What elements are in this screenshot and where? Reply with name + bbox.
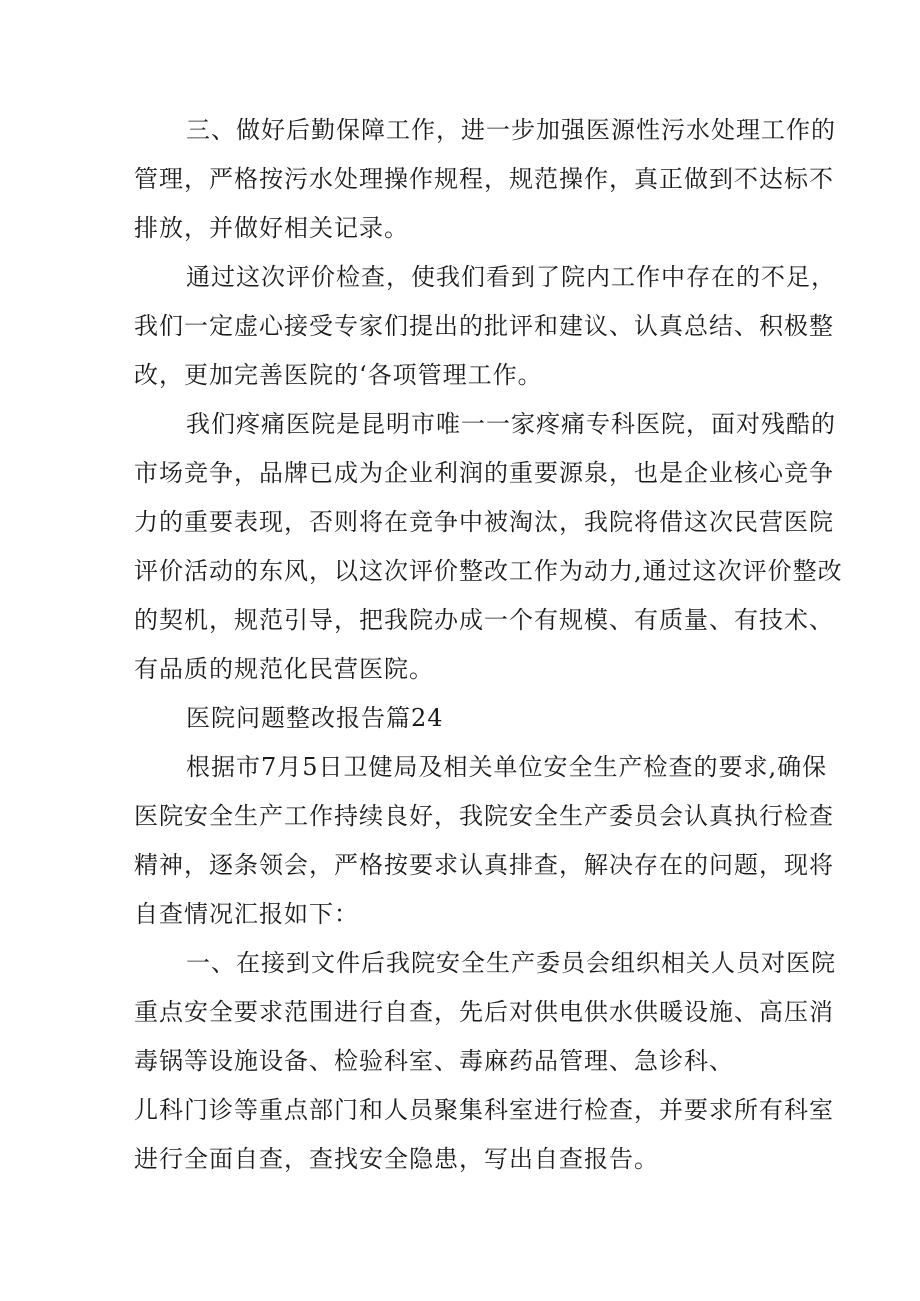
paragraph-3-line-6: 有品质的规范化民营医院。 bbox=[134, 655, 434, 683]
section-heading: 医院问题整改报告篇24 bbox=[186, 704, 444, 732]
paragraph-2-line-3: 改，更加完善医院的‘各项管理工作。 bbox=[134, 361, 543, 389]
paragraph-6-line-3: 毒锅等设施设备、检验科室、毒麻药品管理、急诊科、 bbox=[134, 1047, 734, 1075]
paragraph-3-line-5: 的契机，规范引导，把我院办成一个有规模、有质量、有技术、 bbox=[134, 606, 834, 634]
paragraph-5-line-3: 精神，逐条领会，严格按要求认真排查，解决存在的问题，现将 bbox=[134, 851, 834, 879]
paragraph-1-line-1: 三、做好后勤保障工作，进一步加强医源性污水处理工作的 bbox=[186, 116, 836, 144]
paragraph-5-line-2: 医院安全生产工作持续良好，我院安全生产委员会认真执行检查 bbox=[134, 802, 834, 830]
paragraph-2-line-1: 通过这次评价检查，使我们看到了院内工作中存在的不足， bbox=[186, 263, 836, 291]
paragraph-1-line-2: 管理，严格按污水处理操作规程，规范操作，真正做到不达标不 bbox=[134, 165, 834, 193]
paragraph-2-line-2: 我们一定虚心接受专家们提出的批评和建议、认真总结、积极整 bbox=[134, 312, 834, 340]
paragraph-6-line-4: 儿科门诊等重点部门和人员聚集科室进行检查，并要求所有科室 bbox=[134, 1096, 834, 1124]
paragraph-5-line-1: 根据市7月5日卫健局及相关单位安全生产检查的要求,确保 bbox=[186, 753, 828, 781]
paragraph-3-line-1: 我们疼痛医院是昆明市唯一一家疼痛专科医院，面对残酷的 bbox=[186, 410, 836, 438]
paragraph-5-line-4: 自查情况汇报如下： bbox=[134, 900, 359, 928]
paragraph-1-line-3: 排放，并做好相关记录。 bbox=[134, 214, 409, 242]
paragraph-3-line-3: 力的重要表现，否则将在竞争中被淘汰，我院将借这次民营医院 bbox=[134, 508, 834, 536]
paragraph-6-line-5: 进行全面自查，查找安全隐患，写出自查报告。 bbox=[134, 1145, 659, 1173]
paragraph-6-line-2: 重点安全要求范围进行自查，先后对供电供水供暖设施、高压消 bbox=[134, 998, 834, 1026]
paragraph-3-line-2: 市场竞争，品牌已成为企业利润的重要源泉，也是企业核心竞争 bbox=[134, 459, 834, 487]
paragraph-6-line-1: 一、在接到文件后我院安全生产委员会组织相关人员对医院 bbox=[186, 949, 836, 977]
paragraph-3-line-4: 评价活动的东风，以这次评价整改工作为动力,通过这次评价整改 bbox=[134, 557, 843, 585]
